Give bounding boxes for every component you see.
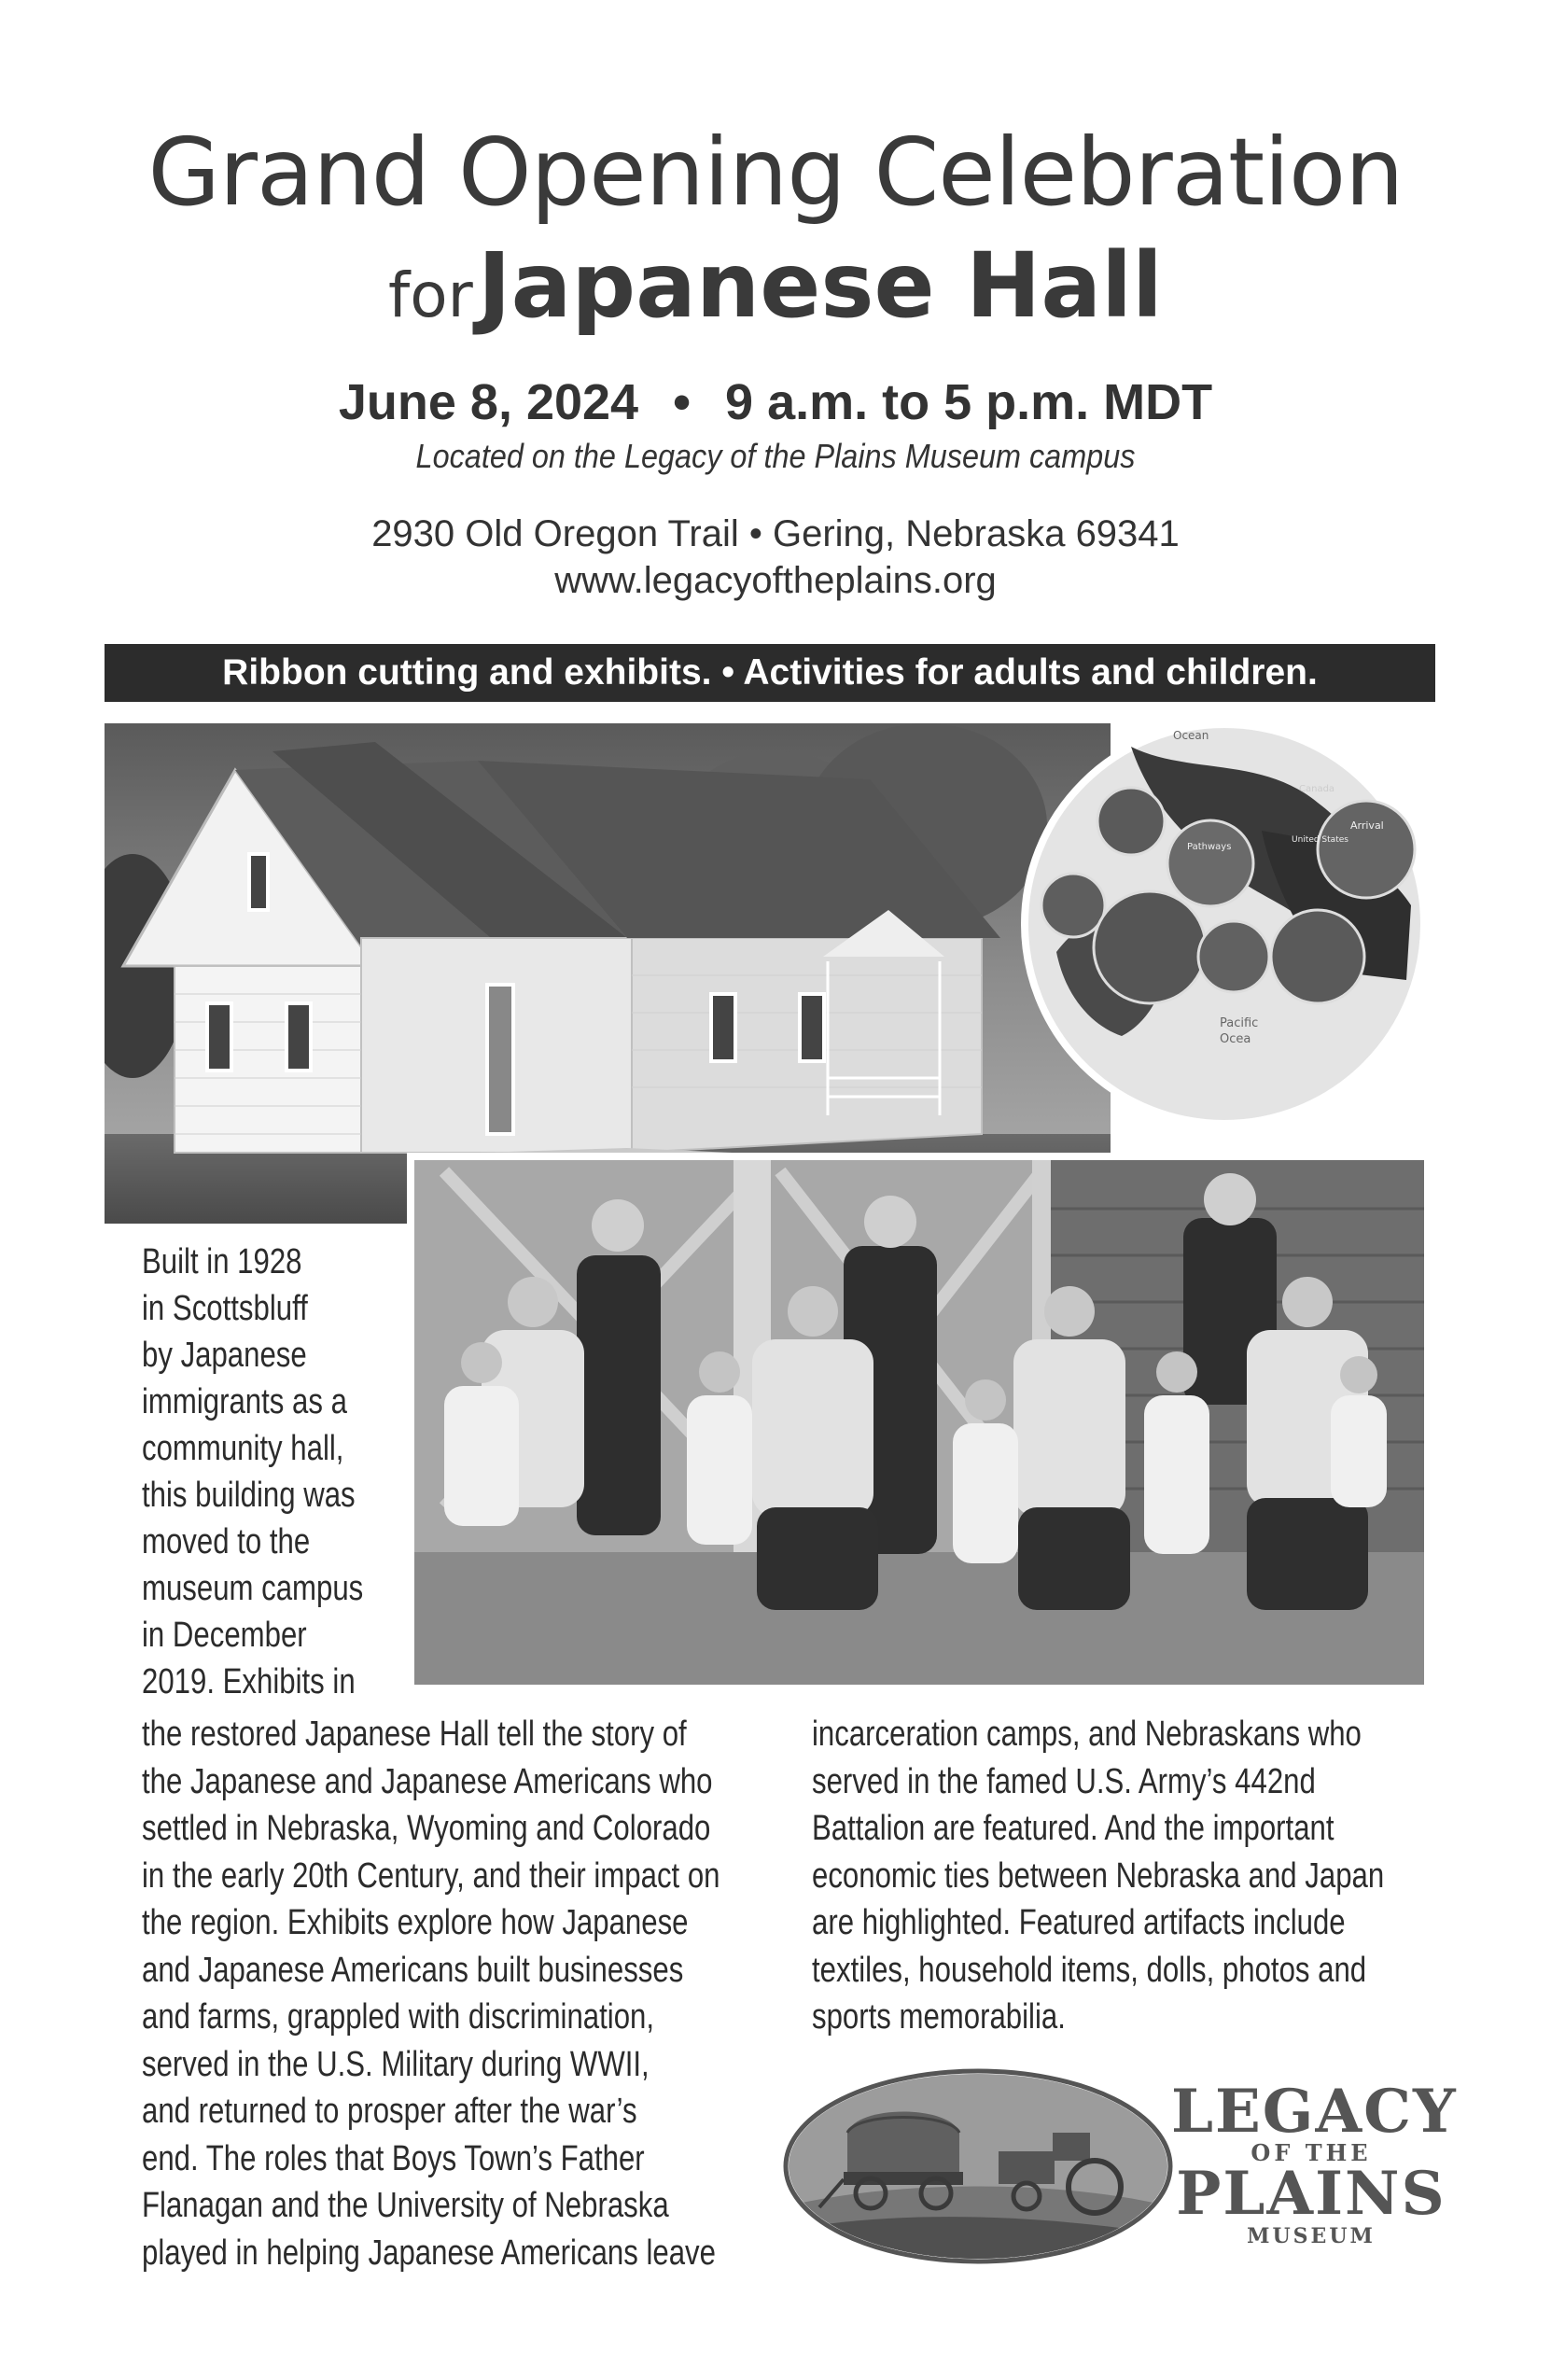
page-title: Grand Opening Celebration [147,118,1404,227]
logo-word-plains: PLAINS [1176,2159,1446,2229]
intro-line: immigrants as a [142,1382,347,1421]
map-label-pathways: Pathways [1187,842,1232,852]
map-label-united-states: United States [1292,835,1348,845]
body-line: the restored Japanese Hall tell the story of [142,1715,687,1754]
banner-text: Ribbon cutting and exhibits. • Activities for adults and children. [222,652,1318,693]
logo-word-legacy: LEGACY [1171,2077,1458,2147]
body-line: sports memorabilia. [812,1997,1066,2037]
intro-text [142,1239,371,1705]
location-note: Located on the Legacy of the Plains Museum campus [415,437,1136,475]
title-for: for [388,259,473,331]
map-label-ocea: Ocea [1220,1032,1251,1046]
body-line: economic ties between Nebraska and Japan [812,1855,1385,1896]
highlights-banner [105,644,1435,702]
body-line: Flanagan and the University of Nebraska [142,2186,669,2225]
intro-line: by Japanese [142,1336,307,1375]
body-line: are highlighted. Featured artifacts include [812,1903,1346,1942]
event-datetime [0,373,1551,431]
intro-line: community hall, [142,1429,344,1468]
event-time: 9 a.m. to 5 p.m. MDT [725,374,1213,430]
intro-line: in December [142,1616,307,1655]
map-label-ocean: Ocean [1173,729,1209,742]
event-address: 2930 Old Oregon Trail • Gering, Nebraska 69341 [371,513,1180,554]
page-subtitle [0,233,1551,338]
body-line: incarceration camps, and Nebraskans who [812,1715,1362,1754]
map-label-pacific: Pacific [1220,1016,1259,1030]
intro-line: 2019. Exhibits in [142,1662,356,1701]
map-label-arrival: Arrival [1350,819,1384,832]
event-website: www.legacyoftheplains.org [554,560,997,601]
body-line: Battalion are featured. And the important [812,1809,1334,1848]
body-line: the region. Exhibits explore how Japanese [142,1903,689,1942]
body-column-left [142,1711,754,2276]
intro-line: museum campus [142,1569,364,1608]
museum-logo-text [1171,2077,1458,2249]
intro-line: this building was [142,1476,356,1515]
body-line: and returned to prosper after the war’s [142,2092,637,2131]
intro-line: Built in 1928 [142,1242,302,1281]
event-date: June 8, 2024 [338,374,639,430]
intro-line: in Scottsbluff [142,1289,308,1328]
datetime-separator: • [673,374,692,430]
body-line: settled in Nebraska, Wyoming and Colorado [142,1809,711,1848]
body-line: the Japanese and Japanese Americans who [142,1761,713,1801]
logo-word-of-the: OF THE [1251,2139,1372,2166]
map-label-canada: Canada [1299,784,1335,794]
museum-logo-icon [782,2067,1174,2265]
japanese-hall-photo [105,723,1111,1224]
body-line: served in the famed U.S. Army’s 442nd [812,1761,1316,1801]
exhibit-map-photo [1019,719,1430,1129]
body-line: served in the U.S. Military during WWII, [142,2044,650,2084]
historical-family-photo [407,1153,1432,1692]
intro-line: moved to the [142,1522,311,1561]
logo-word-museum: MUSEUM [1247,2224,1376,2248]
body-line: played in helping Japanese Americans leave [142,2233,716,2273]
body-column-right [812,1711,1424,2041]
body-line: end. The roles that Boys Town’s Father [142,2138,645,2178]
body-line: and Japanese Americans built businesses [142,1950,684,1990]
body-line: and farms, grappled with discrimination, [142,1997,655,2037]
body-line: in the early 20th Century, and their impact on [142,1855,720,1896]
title-hall: Japanese Hall [477,233,1163,338]
body-line: textiles, household items, dolls, photos and [812,1950,1367,1990]
